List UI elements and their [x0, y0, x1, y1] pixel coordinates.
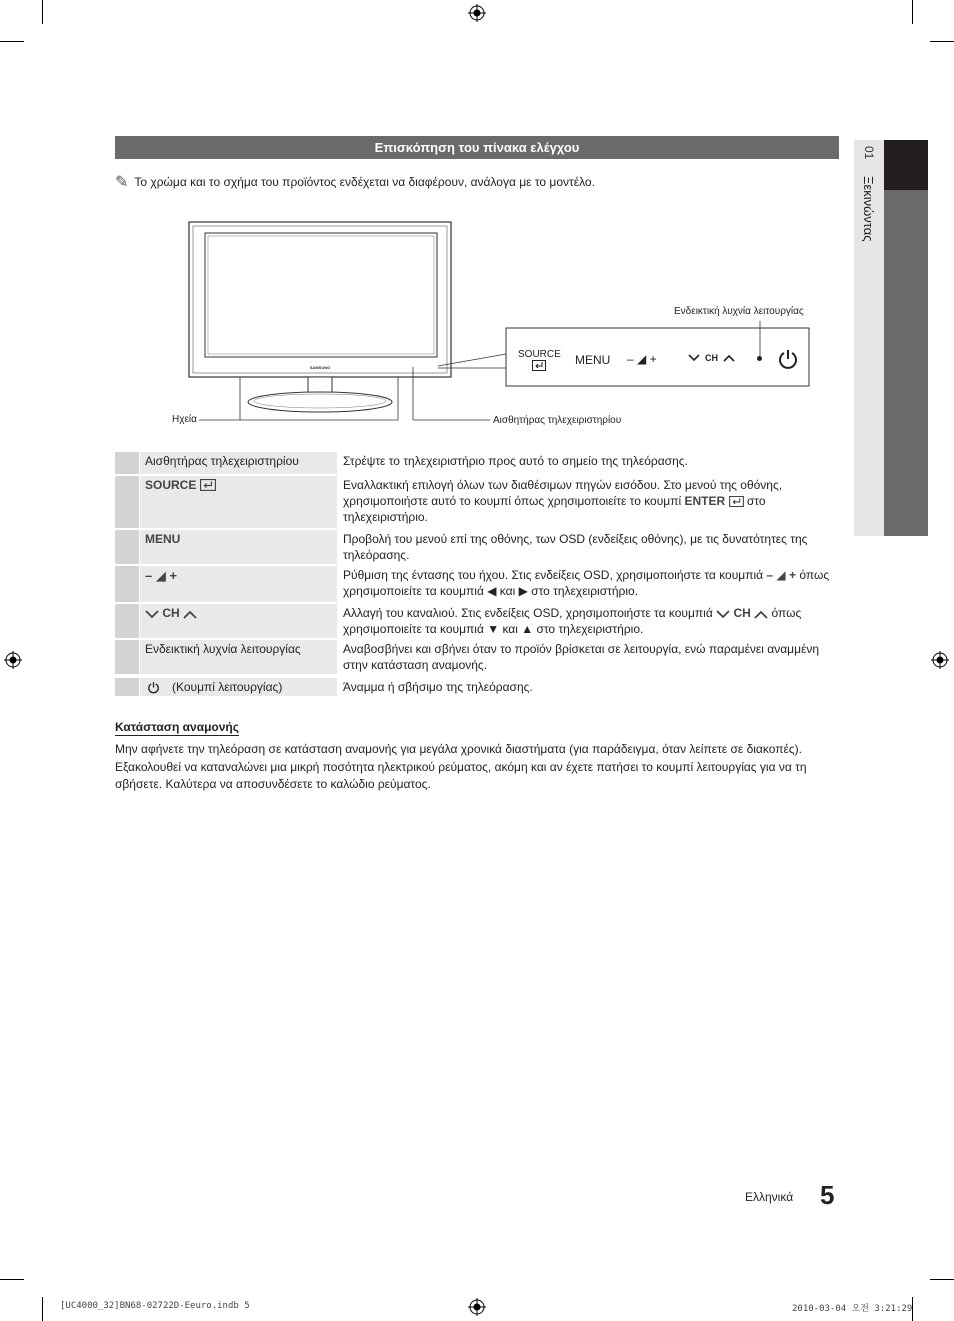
- enter-icon: [200, 479, 216, 491]
- chevron-down-icon: [688, 354, 700, 362]
- table-row: [115, 604, 839, 638]
- print-timestamp: 2010-03-04 오전 3:21:29: [792, 1304, 913, 1314]
- row-marker: [115, 476, 139, 528]
- enter-label: ENTER: [684, 494, 726, 508]
- panel-source-label: SOURCE: [518, 349, 561, 360]
- table-row: [115, 566, 839, 602]
- side-tab-dark: [884, 140, 928, 536]
- row-marker: [115, 530, 139, 564]
- crop-mark: [42, 1297, 43, 1321]
- print-file-info: [UC4000_32]BN68-02722D-Eeuro.indb 5: [60, 1301, 250, 1311]
- feature-desc-part: Εναλλακτική επιλογή όλων των διαθέσιμων πηγών εισόδου. Στο μενού της οθόνης, χρησιμοποιήστε αυτό το κουμπί όπως χρησιμοποιείτε το κουμπί: [343, 478, 783, 508]
- registration-mark-icon: [468, 4, 486, 22]
- note: [115, 172, 595, 192]
- power-indicator-label: Ενδεικτική λυχνία λειτουργίας: [674, 306, 804, 317]
- feature-desc: Στρέψτε το τηλεχειριστήριο προς αυτό το σημείο της τηλεόρασης.: [343, 454, 688, 468]
- table-row: [115, 640, 839, 674]
- panel-source-button[interactable]: [518, 349, 561, 374]
- source-enter-icon: [532, 360, 546, 371]
- row-marker: [115, 452, 139, 474]
- standby-text: Μην αφήνετε την τηλεόραση σε κατάσταση αναμονής για μεγάλα χρονικά διαστήματα (για παράδειγμα, όταν λείπετε σε διακοπές). Εξακολουθεί να καταναλώνει μια μικρή ποσότητα ηλεκτρικού ρεύματος, ακόμη και αν έχετε πατήσει το κουμπί λειτουργίας για να τη σβήσετε. Καλύτερα να αποσυνδέσετε το καλώδιο ρεύματος.: [115, 742, 807, 791]
- row-marker: [115, 604, 139, 638]
- feature-desc-part: όπως χρησιμοποιείτε τα κουμπιά ▼ και ▲ στο τηλεχειριστήριο.: [343, 606, 802, 636]
- enter-icon: [729, 496, 744, 507]
- volume-symbol: – ◢ +: [766, 568, 796, 582]
- feature-desc-part: Αλλαγή του καναλιού. Στις ενδείξεις OSD, χρησιμοποιήστε τα κουμπιά: [343, 606, 713, 620]
- feature-name: Αισθητήρας τηλεχειριστηρίου: [140, 452, 337, 474]
- pencil-note-icon: ✎: [115, 174, 129, 191]
- feature-name: MENU: [140, 530, 337, 564]
- footer-language: Ελληνικά: [745, 1190, 794, 1204]
- feature-name-power: [140, 678, 337, 696]
- feature-desc: Αναβοσβήνει και σβήνει όταν το προϊόν βρίσκεται σε λειτουργία, ενώ παραμένει αναμμένη στην κατάσταση αναμονής.: [343, 642, 820, 672]
- ch-label: CH: [733, 606, 751, 620]
- crop-mark: [0, 41, 24, 42]
- crop-mark: [930, 1279, 954, 1280]
- tv-stand-base: [248, 392, 392, 412]
- side-tab-black: [884, 140, 928, 190]
- feature-name: CH: [162, 606, 180, 620]
- speakers-label: Ηχεία: [172, 414, 197, 425]
- remote-sensor-label: Αισθητήρας τηλεχειριστηρίου: [493, 415, 622, 426]
- row-marker: [115, 678, 139, 696]
- crop-mark: [930, 41, 954, 42]
- feature-name: (Κουμπί λειτουργίας): [172, 680, 283, 694]
- brand-logo: SAMSUNG: [309, 365, 331, 370]
- feature-desc: Άναμμα ή σβήσιμο της τηλεόρασης.: [343, 680, 533, 694]
- table-row: [115, 530, 839, 564]
- crop-mark: [42, 0, 43, 24]
- chapter-title: Ξεκινώντας: [861, 176, 876, 242]
- feature-name: Ενδεικτική λυχνία λειτουργίας: [140, 640, 337, 674]
- panel-volume-button[interactable]: – ◢ +: [627, 352, 657, 366]
- feature-desc: [338, 566, 839, 599]
- feature-desc-part: στο τηλεχειριστήριο.: [343, 494, 766, 524]
- chevron-up-icon: [183, 610, 197, 619]
- registration-mark-icon: [4, 651, 22, 669]
- chevron-down-icon: [145, 610, 159, 619]
- note-text: Το χρώμα και το σχήμα του προϊόντος ενδέχεται να διαφέρουν, ανάλογα με το μοντέλο.: [134, 175, 595, 189]
- feature-name-source: [140, 476, 337, 528]
- power-indicator-led: [757, 356, 762, 361]
- crop-mark: [912, 0, 913, 24]
- panel-ch-label: CH: [705, 353, 718, 363]
- crop-mark: [0, 1279, 24, 1280]
- chevron-up-icon: [754, 610, 768, 619]
- feature-name: – ◢ +: [140, 566, 337, 602]
- feature-desc-part: όπως χρησιμοποιείτε τα κουμπιά ◀ και ▶ στο τηλεχειριστήριο.: [343, 568, 830, 598]
- chevron-down-icon: [716, 610, 730, 619]
- chapter-number: 01: [862, 146, 876, 160]
- row-marker: [115, 640, 139, 674]
- panel-channel-buttons[interactable]: [688, 353, 735, 363]
- feature-desc: [338, 476, 839, 525]
- power-button-icon[interactable]: [777, 348, 799, 370]
- feature-desc: [338, 604, 839, 637]
- table-row: [115, 678, 839, 696]
- panel-menu-button[interactable]: MENU: [575, 353, 611, 367]
- chapter-side-tab: [854, 140, 928, 536]
- chevron-up-icon: [723, 354, 735, 362]
- row-marker: [115, 566, 139, 602]
- standby-title: Κατάσταση αναμονής: [115, 720, 239, 734]
- feature-desc-part: Ρύθμιση της έντασης του ήχου. Στις ενδείξεις OSD, χρησιμοποιήστε τα κουμπιά: [343, 568, 764, 582]
- feature-desc: Προβολή του μενού επί της οθόνης, των OSD (ενδείξεις οθόνης), με τις δυνατότητες της τηλεόρασης.: [343, 532, 808, 562]
- registration-mark-icon: [931, 651, 949, 669]
- section-title: Επισκόπηση του πίνακα ελέγχου: [115, 136, 839, 159]
- page-number: 5: [820, 1180, 835, 1210]
- tv-screen: [205, 233, 437, 357]
- registration-mark-icon: [468, 1298, 486, 1316]
- tv-diagram: [170, 218, 820, 433]
- feature-name: SOURCE: [145, 478, 197, 492]
- table-row: [115, 452, 839, 474]
- feature-name-ch: [140, 604, 337, 638]
- power-icon: [147, 681, 160, 694]
- table-row: [115, 476, 839, 528]
